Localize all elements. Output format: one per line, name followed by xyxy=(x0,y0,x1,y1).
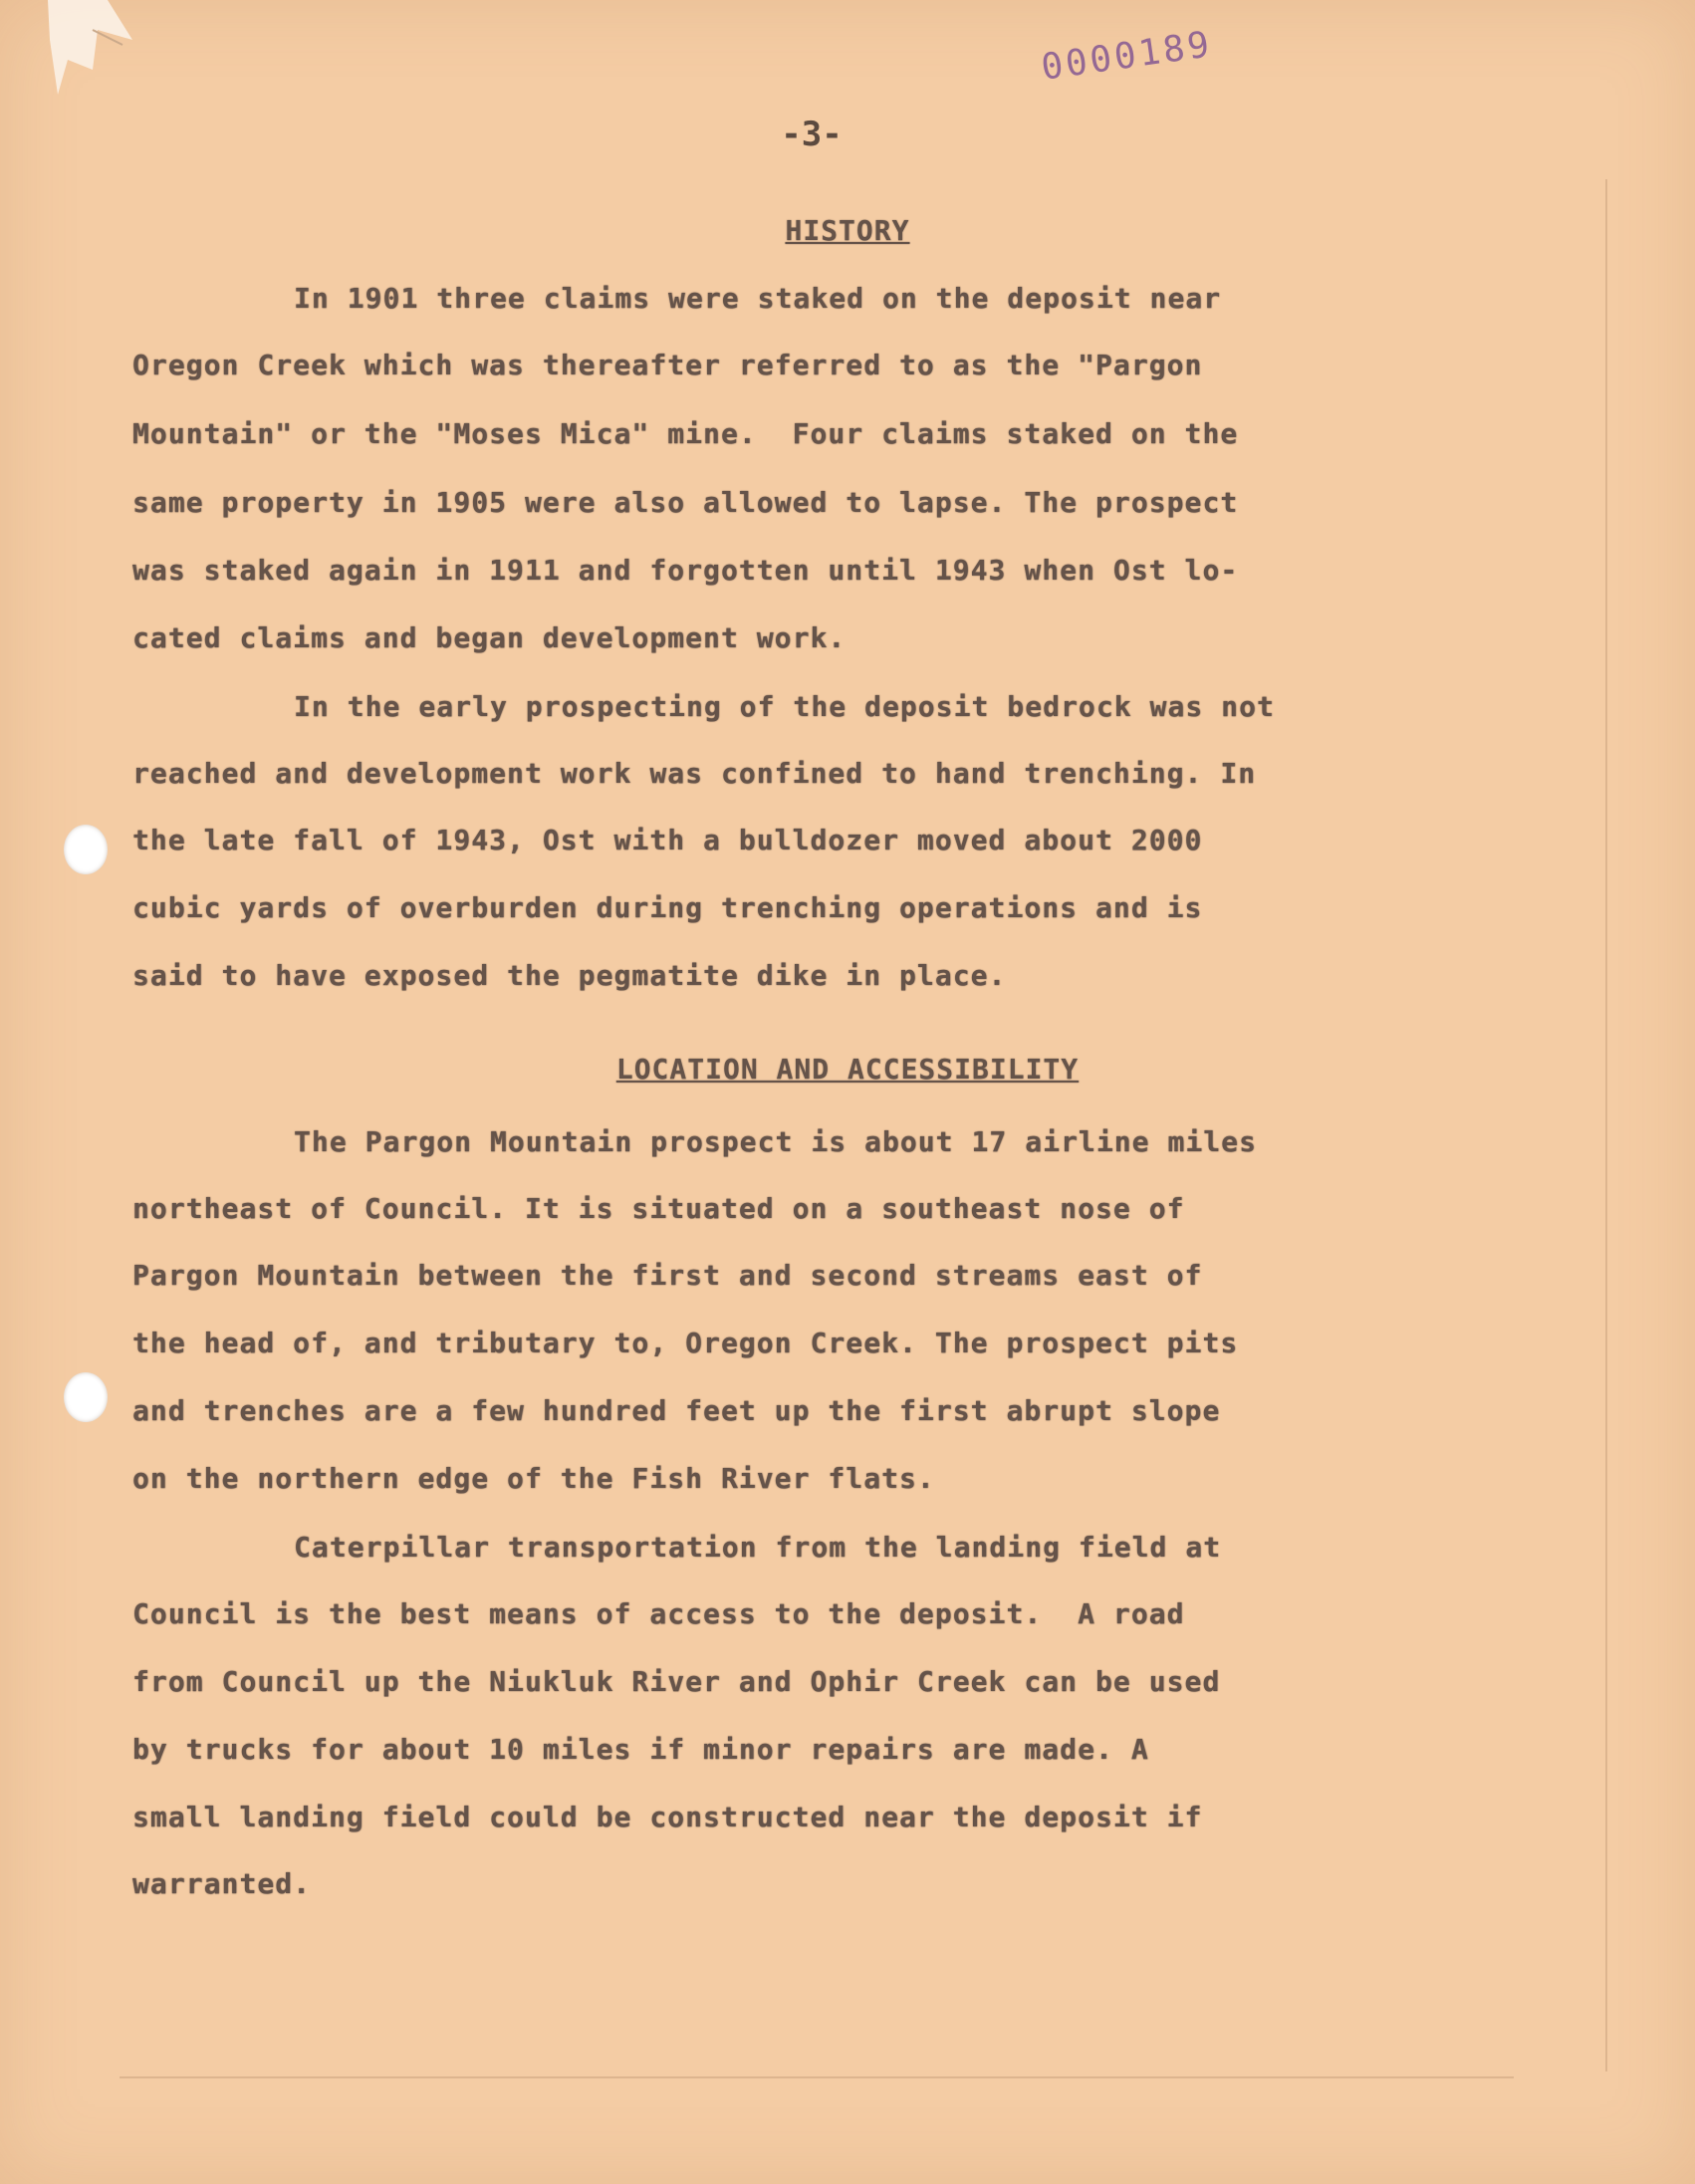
text-line: the late fall of 1943, Ost with a bulldozer moved about 2000 xyxy=(132,824,1203,856)
text-line: warranted. xyxy=(132,1867,312,1900)
section-heading-history: HISTORY xyxy=(785,214,910,247)
text-line: In 1901 three claims were staked on the deposit near xyxy=(294,282,1222,315)
text-line: cated claims and began development work. xyxy=(132,621,847,654)
page-edge-right xyxy=(1605,179,1607,2071)
text-line: was staked again in 1911 and forgotten until 1943 when Ost lo- xyxy=(132,554,1239,587)
text-line: Pargon Mountain between the first and second streams east of xyxy=(132,1259,1203,1292)
text-line: cubic yards of overburden during trenching operations and is xyxy=(132,891,1203,924)
text-line: Mountain" or the "Moses Mica" mine. Four claims staked on the xyxy=(132,417,1239,450)
text-line: northeast of Council. It is situated on a southeast nose of xyxy=(132,1192,1185,1225)
page-edge-bottom xyxy=(120,2076,1514,2078)
punch-hole xyxy=(64,825,108,874)
text-line: reached and development work was confined to hand trenching. In xyxy=(132,757,1257,790)
text-line: Council is the best means of access to the deposit. A road xyxy=(132,1597,1185,1630)
text-line: Oregon Creek which was thereafter referred to as the "Pargon xyxy=(132,349,1203,381)
text-line: and trenches are a few hundred feet up the first abrupt slope xyxy=(132,1394,1221,1427)
torn-corner xyxy=(38,0,137,110)
text-line: The Pargon Mountain prospect is about 17 airline miles xyxy=(294,1125,1258,1158)
text-line: same property in 1905 were also allowed to lapse. The prospect xyxy=(132,486,1239,519)
page-number: -3- xyxy=(781,115,843,154)
text-line: Caterpillar transportation from the landing field at xyxy=(294,1531,1222,1564)
text-line: by trucks for about 10 miles if minor repairs are made. A xyxy=(132,1733,1149,1766)
text-line: on the northern edge of the Fish River flats. xyxy=(132,1462,935,1495)
document-stamp-number: 0000189 xyxy=(1038,24,1215,89)
text-line: In the early prospecting of the deposit bedrock was not xyxy=(294,690,1275,723)
section-heading-location: LOCATION AND ACCESSIBILITY xyxy=(615,1053,1080,1086)
text-line: small landing field could be constructed near the deposit if xyxy=(132,1801,1203,1833)
punch-hole xyxy=(64,1372,108,1422)
text-line: from Council up the Niukluk River and Ophir Creek can be used xyxy=(132,1665,1221,1698)
text-line: said to have exposed the pegmatite dike in place. xyxy=(132,959,1007,992)
text-line: the head of, and tributary to, Oregon Creek. The prospect pits xyxy=(132,1327,1239,1359)
